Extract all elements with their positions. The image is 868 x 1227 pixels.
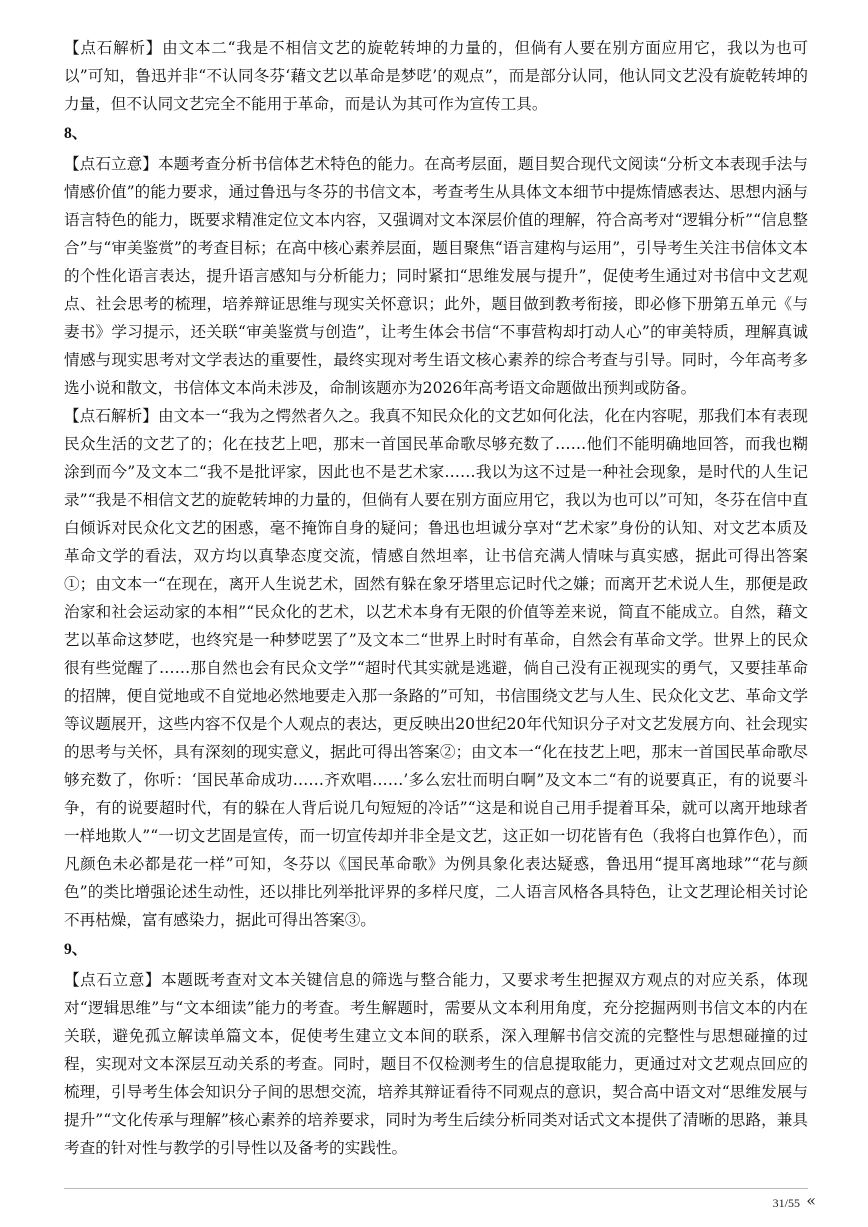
analysis-paragraph-q7: 【点石解析】由文本二“我是不相信文艺的旋乾转坤的力量的，但倘有人要在别方面应用它，我以为也可以”可知，鲁迅并非“不认同冬芬‘藉文艺以革命是梦呓’的观点”，而是部分认同，他认同文艺没有旋乾转坤的力量，但不认同文艺完全不能用于革命，而是认为其可作为宣传工具。 bbox=[64, 39, 808, 113]
page-number: 31/55 bbox=[772, 1196, 800, 1210]
intent-paragraph-q9: 【点石立意】本题既考查对文本关键信息的筛选与整合能力，又要求考生把握双方观点的对应关系，体现对“逻辑思维”与“文本细读”能力的考查。考生解题时，需要从文本利用角度，充分挖掘两则书信文本的内在关联，避免孤立解读单篇文本，促使考生建立文本间的联系，深入理解书信交流的完整性与思想碰撞的过程，实现对文本深层互动关系的考查。同时，题目不仅检测考生的信息提取能力，更通过对文艺观点回应的梳理，引导考生体会知识分子间的思想交流，培养其辩证看待不同观点的意识，契合高中语文对“思维发展与提升”“文化传承与理解”核心素养的培养要求，同时为考生后续分析同类对话式文本提供了清晰的思路，兼具考查的针对性与教学的引导性以及备考的实践性。 bbox=[64, 971, 808, 1157]
intent-paragraph-q8: 【点石立意】本题考查分析书信体艺术特色的能力。在高考层面，题目契合现代文阅读“分析文本表现手法与情感价值”的能力要求，通过鲁迅与冬芬的书信文本，考查考生从具体文本细节中提炼情感表达、思想内涵与语言特色的能力，既要求精准定位文本内容，又强调对文本深层价值的理解，符合高考对“逻辑分析”“信息整合”与“审美鉴赏”的考查目标；在高中核心素养层面，题目聚焦“语言建构与运用”，引导考生关注书信体文本的个性化语言表达，提升语言感知与分析能力；同时紧扣“思维发展与提升”，促使考生通过对书信中文艺观点、社会思考的梳理，培养辩证思维与现实关怀意识；此外，题目做到教考衔接，即必修下册第五单元《与妻书》学习提示，还关联“审美鉴赏与创造”，让考生体会书信“不事营构却打动人心”的审美特质，理解真诚情感与现实思考对文学表达的重要性，最终实现对考生语文核心素养的综合考查与引导。同时，今年高考多选小说和散文，书信体文本尚未涉及，命制该题亦为2026年高考语文命题做出预判或防备。 bbox=[64, 155, 808, 397]
page-content bbox=[64, 34, 808, 1162]
footer-divider bbox=[64, 1188, 808, 1189]
question-number-9: 9、 bbox=[64, 941, 88, 958]
page-nav-arrow-icon[interactable]: « bbox=[806, 1191, 816, 1210]
analysis-paragraph-q8: 【点石解析】由文本一“我为之愕然者久之。我真不知民众化的文艺如何化法，化在内容呢，那我们本有表现民众生活的文艺了的；化在技艺上吧，那末一首国民革命歌尽够充数了……他们不能明确地回答，而我也糊涂到而今”及文本二“我不是批评家，因此也不是艺术家……我以为这不过是一种社会现象，是时代的人生记录”“我是不相信文艺的旋乾转坤的力量的，但倘有人要在别方面应用它，我以为也可以”可知，冬芬在信中直白倾诉对民众化文艺的困惑，毫不掩饰自身的疑问；鲁迅也坦诚分享对“艺术家”身份的认知、对文艺本质及革命文学的看法，双方均以真挚态度交流，情感自然坦率，让书信充满人情味与真实感，据此可得出答案①；由文本一“在现在，离开人生说艺术，固然有躲在象牙塔里忘记时代之嫌；而离开艺术说人生，那便是政治家和社会运动家的本相”“民众化的艺术，以艺术本身有无限的价值等差来说，简直不能成立。自然，藉文艺以革命这梦呓，也终究是一种梦呓罢了”及文本二“世界上时时有革命，自然会有革命文学。世界上的民众很有些觉醒了……那自然也会有民众文学”“超时代其实就是逃避，倘自己没有正视现实的勇气，又要挂革命的招牌，便自觉地或不自觉地必然地要走入那一条路的”可知，书信围绕文艺与人生、民众化文艺、革命文学等议题展开，这些内容不仅是个人观点的表达，更反映出20世纪20年代知识分子对文艺发展方向、社会现实的思考与关怀，具有深刻的现实意义，据此可得出答案②；由文本一“化在技艺上吧，那末一首国民革命歌尽够充数了，你听：‘国民革命成功……齐欢唱……’多么宏壮而明白啊”及文本二“有的说要真正，有的说要斗争，有的说要超时代，有的躲在人背后说几句短短的冷话”“这是和说自己用手提着耳朵，就可以离开地球者一样地欺人”“一切文艺固是宣传，而一切宣传却并非全是文艺，这正如一切花皆有色（我将白也算作色），而凡颜色未必都是花一样”可知，冬芬以《国民革命歌》为例具象化表达疑惑，鲁迅用“提耳离地球”“花与颜色”的类比增强论述生动性，还以排比列举批评界的多样尺度，二人语言风格各具特色，让文艺理论相关讨论不再枯燥，富有感染力，据此可得出答案③。 bbox=[64, 407, 808, 929]
question-number-8: 8、 bbox=[64, 125, 88, 142]
